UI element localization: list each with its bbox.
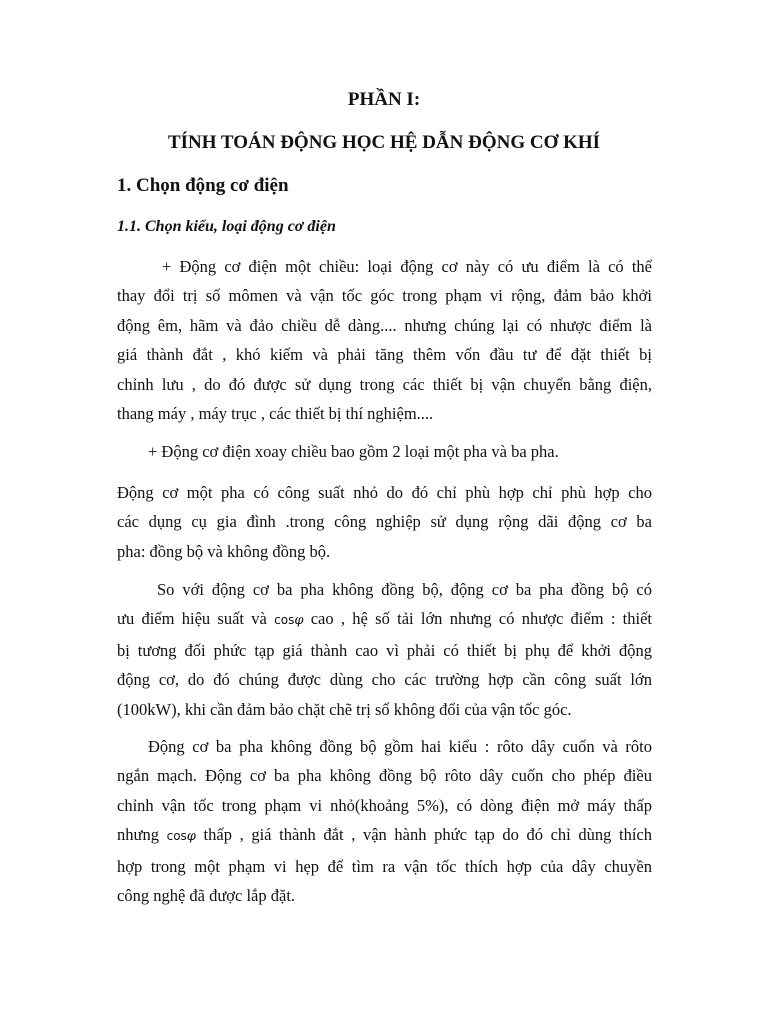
section-heading: 1. Chọn động cơ điện bbox=[117, 175, 289, 196]
paragraph-asynchronous bbox=[117, 732, 652, 910]
line-text: thấp , giá thành đắt , vận hành phức tạp do đó chỉ dùng thích bbox=[203, 825, 653, 845]
paragraph-line: chỉnh vận tốc trong phạm vi nhỏ(khoảng 5%), có dòng điện mở máy thấp bbox=[117, 795, 652, 815]
chapter-title: TÍNH TOÁN ĐỘNG HỌC HỆ DẪN ĐỘNG CƠ KHÍ bbox=[167, 132, 601, 153]
part-heading: PHẦN I: bbox=[347, 89, 421, 110]
cos-symbol: cos bbox=[274, 613, 295, 628]
paragraph-single-phase bbox=[117, 478, 652, 566]
paragraph-line bbox=[117, 604, 652, 635]
line-text: ưu điểm hiệu suất và bbox=[117, 609, 267, 629]
paragraph-line: pha: đồng bộ và không đồng bộ. bbox=[117, 541, 331, 561]
paragraph-line: công nghệ đã được lắp đặt. bbox=[117, 886, 296, 906]
cos-phi-formula bbox=[274, 613, 303, 627]
paragraph-line: (100kW), khi cần đảm bảo chặt chẽ trị số không đổi của vận tốc góc. bbox=[117, 699, 572, 719]
paragraph-dc-motor bbox=[117, 252, 652, 428]
paragraph-line: Động cơ một pha có công suất nhỏ do đó chỉ phù hợp chỉ phù hợp cho bbox=[117, 483, 652, 502]
paragraph-line: So với động cơ ba pha không đồng bộ, động cơ ba pha đồng bộ có bbox=[157, 580, 652, 599]
subsection-heading: 1.1. Chọn kiểu, loại động cơ điện bbox=[117, 218, 336, 235]
paragraph-ac-motor bbox=[117, 437, 652, 466]
line-text: cao , hệ số tải lớn nhưng có nhược điểm : thiết bbox=[310, 609, 653, 629]
cos-phi-formula bbox=[167, 829, 196, 843]
paragraph-line: thay đổi trị số mômen và vận tốc góc trong phạm vi rộng, đảm bảo khởi bbox=[117, 286, 652, 306]
paragraph-line: hợp trong một phạm vi hẹp để tìm ra vận tốc thích hợp của dây chuyền bbox=[117, 856, 652, 876]
phi-symbol: φ bbox=[294, 613, 304, 629]
paragraph-line: chỉnh lưu , do đó được sử dụng trong các thiết bị vận chuyển bằng điện, bbox=[117, 374, 652, 394]
paragraph-line: ngắn mạch. Động cơ ba pha không đồng bộ rôto dây cuốn cho phép điều bbox=[117, 766, 652, 786]
paragraph-line: giá thành đắt , khó kiếm và phải tăng thêm vốn đầu tư để đặt thiết bị bbox=[117, 345, 652, 365]
line-text: nhưng bbox=[117, 825, 159, 845]
paragraph-synchronous bbox=[117, 575, 652, 724]
paragraph-line: bị tương đối phức tạp giá thành cao vì phải có thiết bị phụ để khởi động bbox=[117, 640, 652, 660]
paragraph-line: + Động cơ điện một chiều: loại động cơ này có ưu điểm là có thể bbox=[162, 257, 652, 276]
cos-symbol: cos bbox=[166, 829, 187, 844]
phi-symbol: φ bbox=[186, 829, 196, 845]
paragraph-line: + Động cơ điện xoay chiều bao gồm 2 loại một pha và ba pha. bbox=[148, 442, 559, 461]
paragraph-line: thang máy , máy trục , các thiết bị thí nghiệm.... bbox=[117, 404, 434, 424]
paragraph-line: Động cơ ba pha không đồng bộ gồm hai kiểu : rôto dây cuốn và rôto bbox=[148, 737, 652, 756]
paragraph-line bbox=[117, 820, 652, 851]
paragraph-line: các dụng cụ gia đình .trong công nghiệp sử dụng rộng dãi động cơ ba bbox=[117, 512, 652, 532]
paragraph-line: động êm, hãm và đảo chiều dễ dàng.... nhưng chúng lại có nhược điểm là bbox=[117, 315, 652, 335]
paragraph-line: động cơ, do đó chúng được dùng cho các trường hợp cần công suất lớn bbox=[117, 670, 652, 690]
